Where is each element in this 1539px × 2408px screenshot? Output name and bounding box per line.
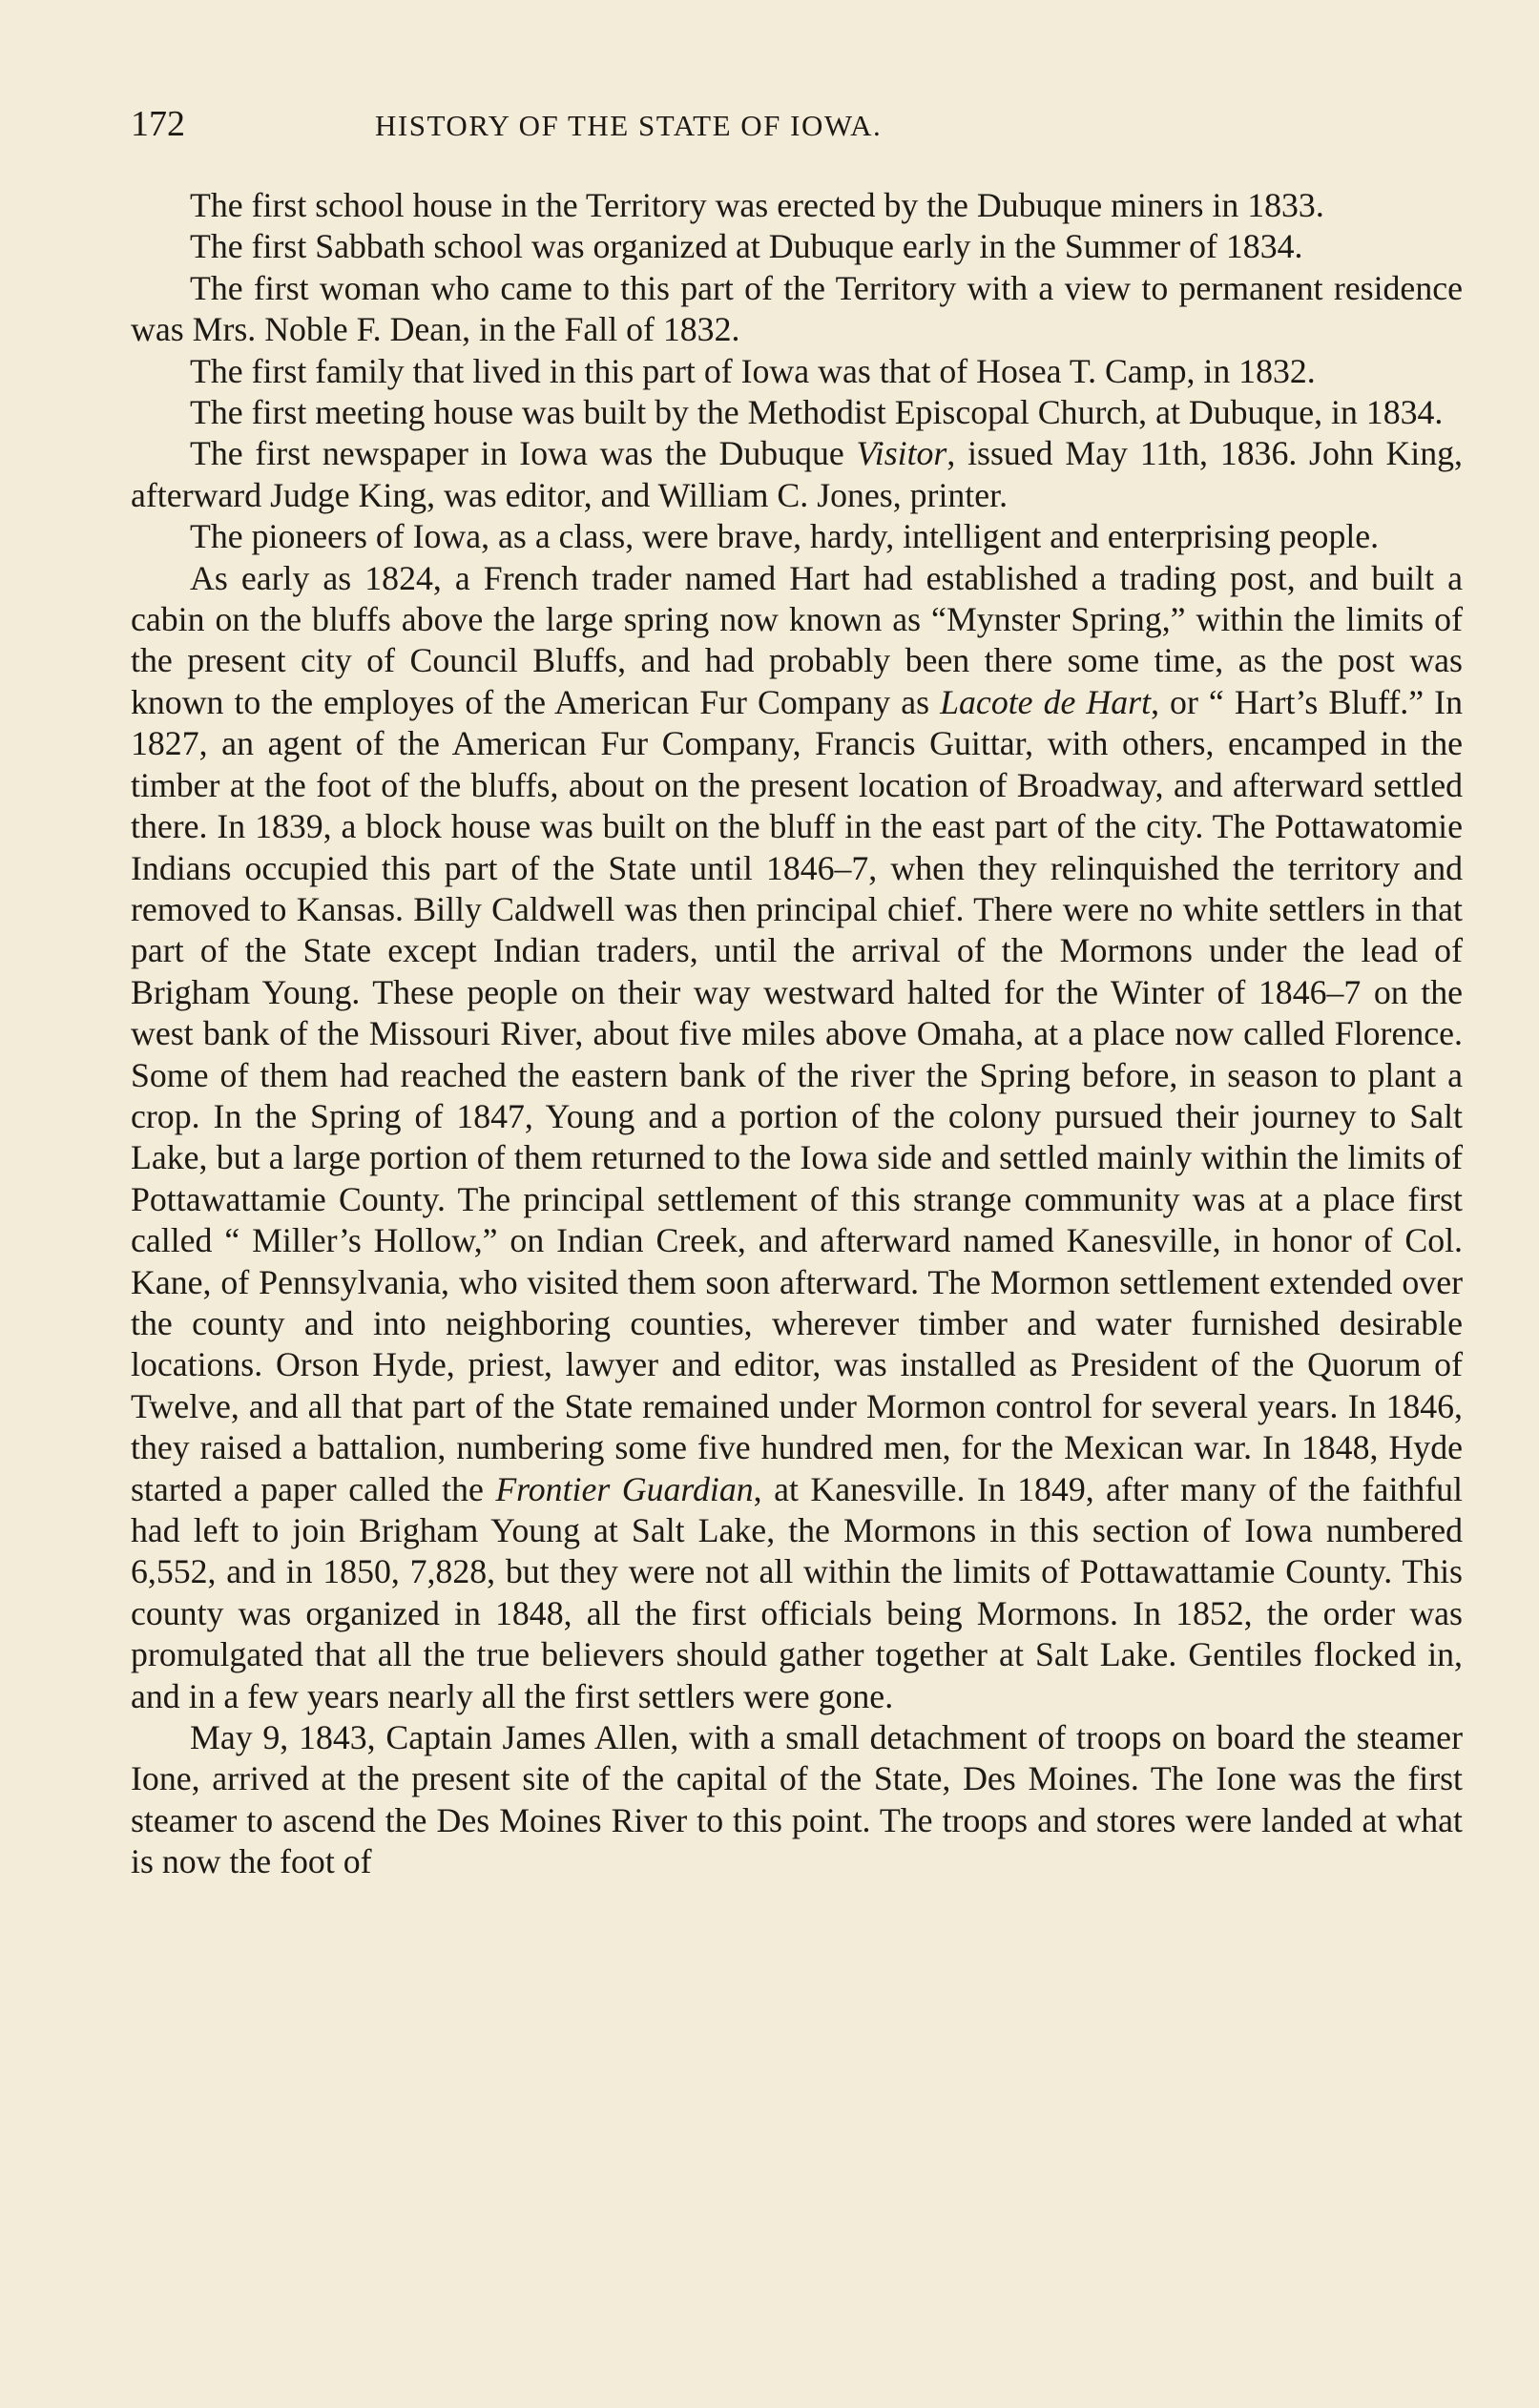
text-run: , issued May 11th, 1836. John King, afterward Judge King, was editor, and William C. Jones, printer. bbox=[131, 434, 1463, 514]
text-run: , or “ Hart’s Bluff.” In 1827, an agent of the American Fur Company, Francis Guittar, with others, encamped in the timber at the foot of the bluffs, about on the present location of Broadway, and afterward settled there. In 1839, a block house was built on the bluff in the east part of the city. The Pottawatomie Indians occupied this part of the State until 1846–7, when they relinquished the territory and removed to Kansas. Billy Caldwell was then principal chief. There were no white settlers in that part of the State except Indian traders, until the arrival of the Mormons under the lead of Brigham Young. These people on their way westward halted for the Winter of 1846–7 on the west bank of the Missouri River, about five miles above Omaha, at a place now called Florence. Some of them had reached the eastern bank of the river the Spring before, in season to plant a crop. In the Spring of 1847, Young and a portion of the colony pursued their journey to Salt Lake, but a large portion of them returned to the Iowa side and settled mainly within the limits of Pottawattamie County. The principal settlement of this strange community was at a place first called “ Miller’s Hollow,” on Indian Creek, and afterward named Kanesville, in honor of Col. Kane, of Pennsylvania, who visited them soon afterward. The Mormon settlement extended over the county and into neighboring counties, wherever timber and water furnished desirable locations. Orson Hyde, priest, lawyer and editor, was installed as President of the Quorum of Twelve, and all that part of the State remained under Mormon control for several years. In 1846, they raised a battalion, numbering some five hundred men, for the Mexican war. In 1848, Hyde started a paper called the bbox=[131, 682, 1463, 1508]
paragraph bbox=[131, 185, 1463, 226]
text-run: May 9, 1843, Captain James Allen, with a small detachment of troops on board the steamer Ione, arrived at the present site of the capital of the State, Des Moines. The Ione was the first steamer to ascend the Des Moines River to this point. The troops and stores were landed at what is now the foot of bbox=[131, 1718, 1463, 1881]
paragraph bbox=[131, 558, 1463, 1717]
paragraph bbox=[131, 516, 1463, 557]
place-name-italic: Lacote de Hart bbox=[940, 682, 1152, 721]
page-number: 172 bbox=[131, 104, 185, 144]
body-text bbox=[131, 185, 1463, 1883]
text-run: The first woman who came to this part of the Territory with a view to permanent residence was Mrs. Noble F. Dean, in the Fall of 1832. bbox=[131, 268, 1463, 349]
paragraph bbox=[131, 226, 1463, 267]
running-title: HISTORY OF THE STATE OF IOWA. bbox=[375, 109, 883, 142]
text-run: The first Sabbath school was organized at Dubuque early in the Summer of 1834. bbox=[190, 227, 1303, 266]
running-head bbox=[131, 103, 1463, 160]
text-run: The first newspaper in Iowa was the Dubuque bbox=[190, 434, 857, 473]
text-run: , at Kanesville. In 1849, after many of the faithful had left to join Brigham Young at Salt Lake, the Mormons in this section of Iowa numbered 6,552, and in 1850, 7,828, but they were not all within the limits of Pottawattamie County. This county was organized in 1848, all the first officials being Mormons. In 1852, the order was promulgated that all the true believers should gather together at Salt Lake. Gentiles flocked in, and in a few years nearly all the first settlers were gone. bbox=[131, 1469, 1464, 1715]
paragraph bbox=[131, 1717, 1463, 1883]
newspaper-title: Frontier Guardian bbox=[495, 1469, 754, 1508]
text-run: As early as 1824, a French trader named Hart had established a trading post, and built a cabin on the bluffs above the large spring now known as “Mynster Spring,” within the limits of the present city of Council Bluffs, and had probably been there some time, as the post was known to the employes of the American Fur Company as bbox=[131, 558, 1463, 721]
paragraph bbox=[131, 392, 1463, 433]
text-run: The first school house in the Territory was erected by the Dubuque miners in 1833. bbox=[190, 186, 1324, 224]
text-run: The first family that lived in this part of Iowa was that of Hosea T. Camp, in 1832. bbox=[190, 351, 1316, 390]
text-run: The pioneers of Iowa, as a class, were brave, hardy, intelligent and enterprising people. bbox=[190, 517, 1380, 556]
newspaper-title: Visitor bbox=[856, 434, 947, 473]
text-run: The first meeting house was built by the Methodist Episcopal Church, at Dubuque, in 1834. bbox=[190, 393, 1444, 432]
paragraph bbox=[131, 268, 1463, 351]
paragraph bbox=[131, 433, 1463, 516]
paragraph bbox=[131, 351, 1463, 392]
